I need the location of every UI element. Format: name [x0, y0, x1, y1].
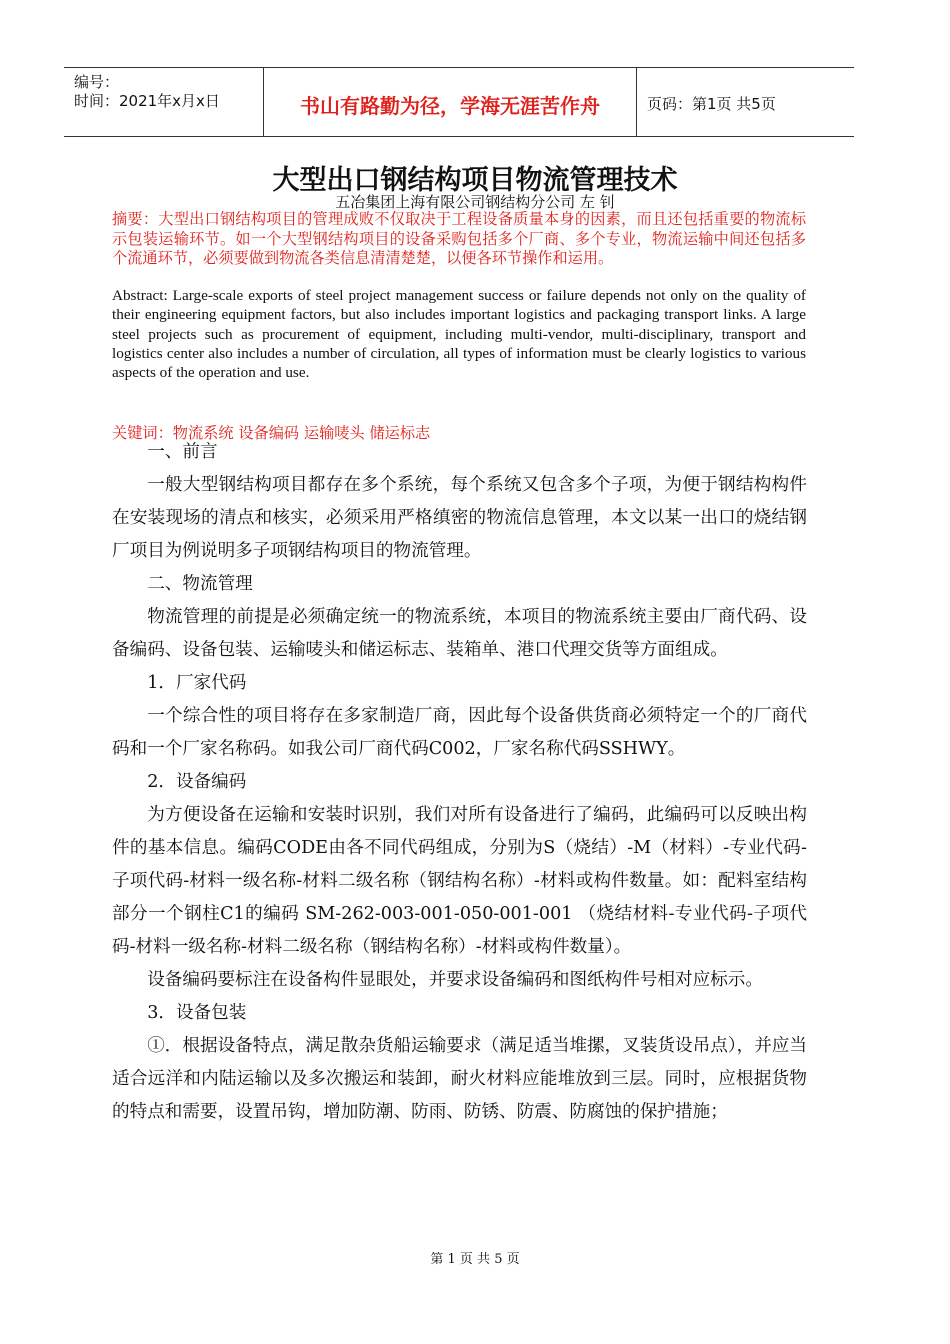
document-number: 编号：	[74, 73, 120, 91]
subsection-heading: 1．厂家代码	[147, 673, 247, 693]
page-footer: 第 1 页 共 5 页	[430, 1252, 520, 1267]
paragraph: 一个综合性的项目将存在多家制造厂商，因此每个设备供货商必须特定一个的厂商代码和一个厂家名称码。如我公司厂商代码C002，厂家名称代码SSHWY。	[112, 706, 807, 759]
header-table	[64, 67, 854, 137]
paragraph: 设备编码要标注在设备构件显眼处，并要求设备编码和图纸构件号相对应标示。	[147, 970, 763, 990]
paragraph: 物流管理的前提是必须确定统一的物流系统，本项目的物流系统主要由厂商代码、设备编码、设备包装、运输唛头和储运标志、装箱单、港口代理交货等方面组成。	[112, 607, 807, 660]
subsection-heading: 2．设备编码	[147, 772, 247, 792]
header-page-cell	[637, 68, 854, 136]
abstract-chinese: 摘要：大型出口钢结构项目的管理成败不仅取决于工程设备质量本身的因素，而且还包括重要的物流标示包装运输环节。如一个大型钢结构项目的设备采购包括多个厂商、多个专业，物流运输中间还包括多个流通环节，必须要做到物流各类信息清清楚楚，以便各环节操作和运用。	[112, 210, 806, 267]
subsection-heading: 3．设备包装	[147, 1003, 247, 1023]
motto: 书山有路勤为径，学海无涯苦作舟	[300, 94, 600, 118]
document-title: 大型出口钢结构项目物流管理技术	[272, 165, 678, 196]
header-meta-cell	[64, 68, 264, 136]
page-count: 页码：第1页 共5页	[647, 95, 776, 113]
section-heading: 二、物流管理	[147, 574, 253, 594]
paragraph: ①．根据设备特点，满足散杂货船运输要求（满足适当堆摞，叉装货设吊点），并应当适合远洋和内陆运输以及多次搬运和装卸，耐火材料应能堆放到三层。同时，应根据货物的特点和需要，设置吊钩，增加防潮、防雨、防锈、防震、防腐蚀的保护措施；	[112, 1036, 807, 1122]
section-heading: 一、前言	[147, 442, 218, 462]
abstract-english: Abstract: Large-scale exports of steel project management success or failure depends not only on the quality of their engineering equipment factors, but also includes important logistics and packaging transport links. A large steel projects such as procurement of equipment, including multi-vendor, multi-disciplinary, transport and logistics center also includes a number of circulation, all types of information must be clearly logistics to various aspects of the operation and use.	[112, 287, 806, 382]
header-motto-cell	[264, 68, 637, 136]
keywords: 关键词：物流系统 设备编码 运输唛头 储运标志	[112, 424, 431, 442]
paragraph: 为方便设备在运输和安装时识别，我们对所有设备进行了编码，此编码可以反映出构件的基本信息。编码CODE由各不同代码组成，分别为S（烧结）-M（材料）-专业代码-子项代码-材料一级名称-材料二级名称（钢结构名称）-材料或构件数量。如：配料室结构部分一个钢柱C1的编码 SM-262-003-001-050-001-001 （烧结材料-专业代码-子项代码-材料一级名称-材料二级名称（钢结构名称）-材料或构件数量）。	[112, 805, 807, 957]
paragraph: 一般大型钢结构项目都存在多个系统，每个系统又包含多个子项，为便于钢结构构件在安装现场的清点和核实，必须采用严格缜密的物流信息管理，本文以某一出口的烧结钢厂项目为例说明多子项钢结构项目的物流管理。	[112, 475, 807, 561]
author-line: 五冶集团上海有限公司钢结构分公司 左 钊	[335, 193, 615, 211]
body-text	[112, 436, 807, 1129]
document-time: 时间：2021年x月x日	[74, 92, 220, 110]
